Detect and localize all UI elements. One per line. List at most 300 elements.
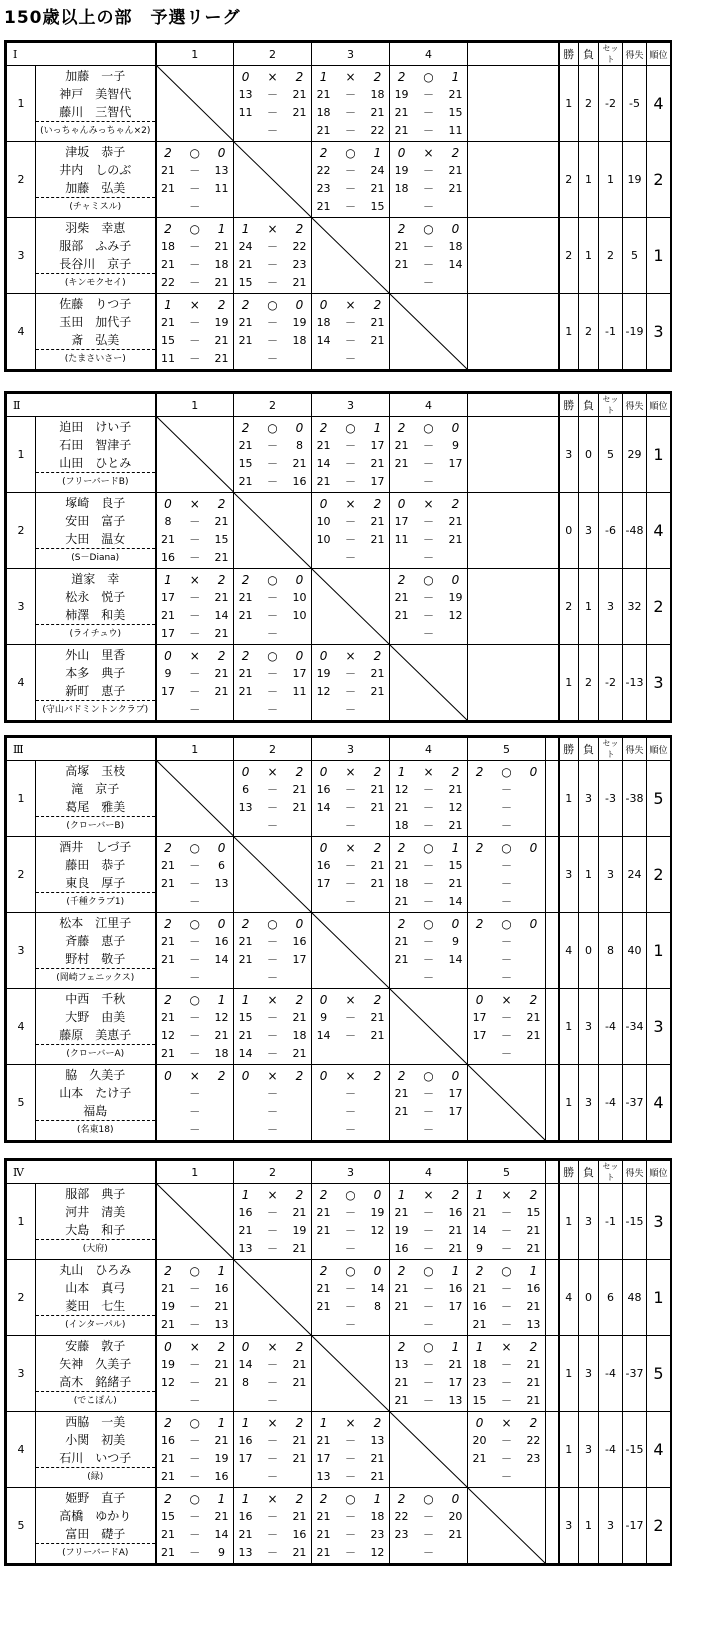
sets-won: 0 [373,1187,382,1202]
score-value: 18 [292,1028,307,1042]
score-dash: － [423,550,434,564]
score-dash: － [189,1028,201,1042]
sets-won: 2 [451,145,460,160]
score-dash [335,1045,366,1063]
game-score [312,162,389,180]
stat-header: 順位 [647,1161,671,1184]
sets-won: 1 [451,69,460,84]
diagonal-line [157,761,234,836]
result-mark: ○ [345,1187,356,1202]
sets-won: 2 [295,221,304,236]
game-score [157,314,234,332]
game-score [234,951,311,969]
score-value: 15 [472,1393,487,1407]
game-score [312,473,389,491]
score-dash: － [344,1545,356,1559]
score-value: 17 [472,1028,487,1042]
score-dash: － [423,105,434,119]
match-result-cell [234,1488,312,1564]
sets-won: 2 [295,1339,304,1354]
score-value: 21 [394,608,409,622]
score-value: 21 [238,952,253,966]
score-value: 21 [316,199,331,213]
score-dash: － [500,1241,512,1255]
sets-won: 2 [217,496,226,511]
score-value: 21 [394,105,409,119]
match-result-cell [156,913,234,989]
team-row [7,1184,671,1260]
game-score [390,1392,467,1410]
score-value [468,951,491,969]
score-dash: － [501,1010,512,1024]
game-score [312,437,389,455]
score-value [210,969,233,987]
game-score [157,180,234,198]
score-value: 18 [394,818,409,832]
score-value: 15 [238,1010,253,1024]
stat-header: 負 [579,394,599,417]
game-score [312,332,389,350]
score-value: 21 [316,438,331,452]
wins: 1 [559,66,579,142]
spacer-cell [468,569,559,645]
diagonal-line [157,66,234,141]
score-value: 21 [316,1545,331,1559]
rank: 3 [647,989,671,1065]
match-result-cell [390,1488,468,1564]
score-value: 17 [472,1010,487,1024]
score-value [468,817,491,835]
score-value [312,350,335,368]
score-dash: － [266,1433,278,1447]
sets-won: 2 [397,1339,406,1354]
game-score [390,857,467,875]
score-dash: － [423,894,434,908]
score-dash: － [345,1010,356,1024]
self-match-cell [468,1065,546,1141]
game-score [390,875,467,893]
sets-won: 0 [295,297,304,312]
player-name: 中西 千秋 [65,992,126,1006]
team-members [36,1412,156,1488]
game-score [157,969,234,987]
game-score [234,1240,311,1258]
game-score [234,1045,311,1063]
score-value: 21 [472,1451,487,1465]
match-summary [234,647,311,665]
score-value: 21 [160,1469,175,1483]
score-value: 18 [472,1357,487,1371]
result-mark: × [345,496,356,511]
wins: 3 [559,1488,579,1564]
score-dash: － [500,1375,512,1389]
game-score [390,104,467,122]
score-dash: － [189,1375,201,1389]
score-value: 18 [292,333,307,347]
player-name: 柿澤 和美 [65,608,126,622]
diagonal-line [468,1488,545,1563]
result-mark: × [267,1187,278,1202]
score-dash: － [344,1241,356,1255]
score-dash: － [189,1317,201,1331]
score-value [288,817,311,835]
game-score [157,198,234,216]
losses: 2 [579,294,599,370]
point-diff: -37 [623,1065,647,1141]
sets-won: 2 [373,840,382,855]
result-mark: ○ [423,1339,434,1354]
team-number: 1 [7,1184,36,1260]
team-number: 5 [7,1065,36,1141]
result-mark: ○ [423,420,434,435]
score-value: 17 [316,876,331,890]
score-value: 14 [316,456,331,470]
player-name: 藤原 美恵子 [59,1028,132,1042]
point-diff: 48 [623,1260,647,1336]
game-score [157,162,234,180]
score-value: 21 [214,514,229,528]
game-score [312,817,389,835]
team-number: 4 [7,645,36,721]
score-dash: － [267,275,278,289]
spacer-cell [546,761,559,837]
score-dash: － [345,438,356,452]
score-value: 16 [526,1281,541,1295]
match-summary [234,571,311,589]
score-value [210,893,233,911]
score-value [366,817,389,835]
score-value: 16 [238,1205,253,1219]
score-dash: － [345,163,356,177]
result-mark: × [267,1339,278,1354]
score-dash: － [422,1375,434,1389]
sets-won: 2 [164,221,172,236]
score-value [157,893,180,911]
score-dash: － [501,818,512,832]
club-name: (フリーバードA) [36,1543,155,1562]
score-dash: － [423,257,434,271]
sets-won: 0 [319,764,328,779]
score-dash: － [501,970,512,984]
match-summary [234,991,311,1009]
self-match-cell [156,66,234,142]
losses: 3 [579,1336,599,1412]
spacer-cell [468,417,559,493]
game-score [390,274,467,292]
match-result-cell [234,761,312,837]
score-value: 21 [214,1375,229,1389]
score-value: 16 [214,1281,229,1295]
point-diff: -5 [623,66,647,142]
score-value: 21 [316,1527,331,1541]
column-header: 1 [156,1161,234,1184]
score-value: 14 [370,1281,385,1295]
score-dash: － [267,782,278,796]
losses: 1 [579,142,599,218]
score-value: 21 [292,782,307,796]
score-value: 11 [160,351,175,365]
score-value: 19 [394,163,409,177]
match-result-cell [312,1488,390,1564]
score-value: 12 [394,782,409,796]
match-result-cell [390,1184,468,1260]
player-name: 滝 京子 [71,782,120,796]
stat-header: 負 [579,43,599,66]
game-score [468,1298,545,1316]
score-dash: － [345,87,356,101]
score-dash: － [423,818,434,832]
score-value: 21 [238,684,253,698]
score-dash: － [267,970,278,984]
match-result-cell [390,417,468,493]
sets-won: 2 [319,145,328,160]
sets-won: 1 [451,840,460,855]
spacer-cell [468,142,559,218]
game-score [312,665,389,683]
stat-header: セット [599,394,623,417]
score-value: 6 [218,858,226,872]
result-mark: ○ [501,840,512,855]
spacer-cell [546,1488,559,1564]
score-value: 9 [320,1010,328,1024]
game-score [468,933,545,951]
score-value: 19 [292,1223,307,1237]
game-score [468,1045,545,1063]
score-value: 21 [370,532,385,546]
result-mark: × [267,1415,278,1430]
score-dash: － [345,800,356,814]
match-summary [312,1414,389,1432]
stat-header: 順位 [647,43,671,66]
player-name: 斎 弘美 [71,333,120,347]
match-summary [157,1414,234,1432]
game-score [390,1356,467,1374]
score-dash: － [423,438,434,452]
result-mark: ○ [501,1263,512,1278]
sets-won: 2 [397,69,406,84]
score-value [234,1468,257,1486]
score-value [468,781,491,799]
game-score [468,1468,545,1486]
game-score [157,1544,234,1562]
sets-won: 2 [373,648,382,663]
score-dash: － [423,970,434,984]
score-value: 15 [370,199,385,213]
sets-won: 2 [451,496,460,511]
game-score [390,969,467,987]
self-match-cell [312,913,390,989]
match-summary [468,1186,545,1204]
match-result-cell [234,1412,312,1488]
rank: 5 [647,1336,671,1412]
team-row [7,142,671,218]
team-number: 2 [7,837,36,913]
sets-won: 1 [451,1263,460,1278]
player-name: 井内 しのぶ [59,163,132,177]
game-score [157,1450,234,1468]
result-mark: ○ [345,1491,356,1506]
score-dash: － [189,1299,201,1313]
score-dash: － [344,1527,356,1541]
score-value: 13 [214,1317,229,1331]
result-mark: ○ [189,1415,200,1430]
game-score [312,781,389,799]
score-value: 10 [292,608,307,622]
score-dash: － [500,1393,512,1407]
sets-won: 2 [475,1263,484,1278]
score-value [234,1121,257,1139]
game-score [468,1222,545,1240]
point-diff: 29 [623,417,647,493]
match-summary [234,763,311,781]
score-value: 21 [448,1223,463,1237]
score-value: 18 [160,239,175,253]
score-value [390,549,413,567]
stat-header: 得失 [623,738,647,761]
match-result-cell [390,142,468,218]
result-mark: ○ [423,840,434,855]
sets-won: 0 [319,1068,328,1083]
sets-won: 2 [529,992,538,1007]
game-score [390,549,467,567]
sets-won: 2 [373,1068,382,1083]
score-value [366,1045,389,1063]
game-score [312,857,389,875]
match-result-cell [390,913,468,989]
score-value: 21 [160,1281,175,1295]
match-result-cell [312,142,390,218]
team-members [36,1184,156,1260]
game-score [234,781,311,799]
game-score [468,1204,545,1222]
score-dash: － [266,1545,278,1559]
score-value: 21 [238,1527,253,1541]
sets-won: 2 [373,764,382,779]
column-header: 5 [468,738,546,761]
score-dash: － [189,970,201,984]
score-value: 21 [472,1281,487,1295]
game-score [468,857,545,875]
match-result-cell [156,294,234,370]
stat-header: セット [599,43,623,66]
score-value: 21 [316,1299,331,1313]
match-result-cell [234,1184,312,1260]
match-result-cell [234,218,312,294]
sets-won: 2 [241,648,250,663]
game-score [234,1526,311,1544]
score-value [312,893,335,911]
team-row [7,989,671,1065]
game-score [468,1009,545,1027]
self-match-cell [312,218,390,294]
sets-won: 0 [319,840,328,855]
score-value: 10 [292,590,307,604]
score-dash: － [267,123,278,137]
match-summary [234,915,311,933]
game-score [234,1121,311,1139]
game-score [234,1356,311,1374]
league-table [4,1158,672,1566]
team-number: 3 [7,1336,36,1412]
score-dash: － [423,181,434,195]
score-value: 21 [394,800,409,814]
match-summary [312,1067,389,1085]
match-result-cell [156,1065,234,1141]
match-summary [157,495,234,513]
score-value: 21 [160,608,175,622]
player-name: 津坂 恭子 [65,145,126,159]
match-result-cell [156,1260,234,1336]
score-value: 21 [526,1299,541,1313]
score-value [288,1121,311,1139]
score-value: 16 [214,934,229,948]
score-dash: － [345,550,356,564]
match-summary [468,763,545,781]
match-summary [234,1186,311,1204]
player-name: 高橋 ゆかり [59,1509,132,1523]
player-name: 山本 真弓 [65,1281,126,1295]
match-result-cell [234,913,312,989]
score-value [288,1468,311,1486]
column-header: 5 [468,1161,546,1184]
game-score [234,607,311,625]
score-value: 21 [394,438,409,452]
match-result-cell [234,1065,312,1141]
score-dash: － [423,1122,434,1136]
score-dash: － [189,514,201,528]
game-score [390,437,467,455]
score-value [288,625,311,643]
sets-won: 2 [397,1263,406,1278]
score-dash: － [501,1028,512,1042]
game-score [312,1508,389,1526]
set-diff: -4 [599,1065,623,1141]
club-name: (たまさいさー) [36,349,155,368]
losses: 2 [579,645,599,721]
rank: 1 [647,218,671,294]
score-dash: － [189,608,201,622]
match-summary [157,296,234,314]
score-dash: － [423,532,434,546]
team-members [36,493,156,569]
set-diff: 8 [599,913,623,989]
result-mark: ○ [189,840,200,855]
score-value: 21 [214,590,229,604]
score-value: 18 [394,181,409,195]
score-value: 21 [316,87,331,101]
result-mark: × [345,1415,356,1430]
game-score [468,1356,545,1374]
result-mark: × [267,221,278,236]
score-value: 21 [238,1028,253,1042]
score-value [522,1045,545,1063]
score-value: 21 [394,1104,409,1118]
sets-won: 0 [373,1263,382,1278]
match-summary [157,1490,234,1508]
score-value: 21 [394,257,409,271]
match-result-cell [468,837,546,913]
sets-won: 2 [397,916,406,931]
score-value: 21 [526,1393,541,1407]
game-score [468,951,545,969]
team-members [36,761,156,837]
game-score [468,1280,545,1298]
score-dash: － [267,800,278,814]
result-mark: ○ [423,1491,434,1506]
game-score [390,162,467,180]
game-score [234,701,311,719]
game-score [390,589,467,607]
